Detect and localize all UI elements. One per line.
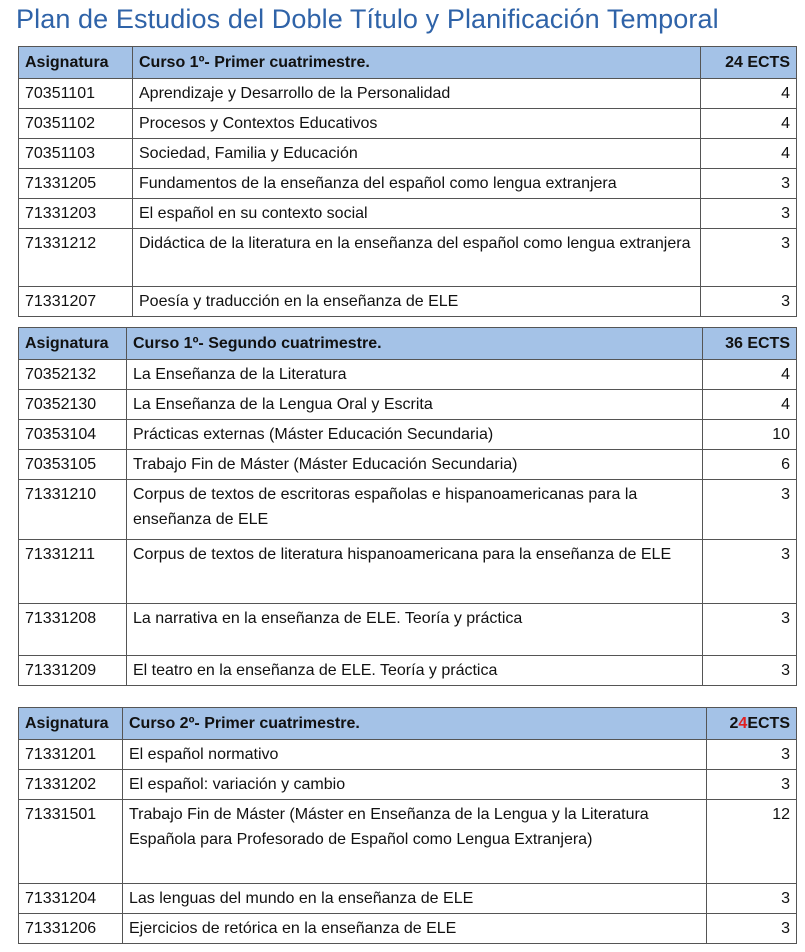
table-row — [19, 169, 797, 199]
table-row — [19, 604, 797, 656]
table-row — [19, 287, 797, 317]
ects-cell: 3 — [701, 199, 797, 229]
code-cell: 70351103 — [19, 139, 133, 169]
code-cell: 71331207 — [19, 287, 133, 317]
table-row — [19, 79, 797, 109]
header-curso: Curso 1º- Segundo cuatrimestre. — [127, 328, 703, 360]
table-row — [19, 480, 797, 540]
code-cell: 70352132 — [19, 360, 127, 390]
ects-cell: 3 — [703, 656, 797, 686]
header-ects-post: ECTS — [747, 715, 790, 732]
header-asignatura: Asignatura — [19, 708, 123, 740]
subject-cell: El teatro en la enseñanza de ELE. Teoría y práctica — [127, 656, 703, 686]
ects-cell: 4 — [701, 139, 797, 169]
subject-cell: Procesos y Contextos Educativos — [133, 109, 701, 139]
subject-cell: Corpus de textos de literatura hispanoamericana para la enseñanza de ELE — [127, 540, 703, 604]
subject-cell: El español normativo — [123, 740, 707, 770]
subject-cell: La Enseñanza de la Lengua Oral y Escrita — [127, 390, 703, 420]
ects-cell: 3 — [701, 287, 797, 317]
ects-cell: 3 — [707, 914, 797, 944]
table-row — [19, 740, 797, 770]
table-row — [19, 229, 797, 287]
code-cell: 70351102 — [19, 109, 133, 139]
subject-cell: La narrativa en la enseñanza de ELE. Teoría y práctica — [127, 604, 703, 656]
table-row — [19, 450, 797, 480]
header-curso: Curso 1º- Primer cuatrimestre. — [133, 47, 701, 79]
header-curso: Curso 2º- Primer cuatrimestre. — [123, 708, 707, 740]
ects-cell: 3 — [703, 540, 797, 604]
code-cell: 70352130 — [19, 390, 127, 420]
header-ects-pre: 2 — [729, 715, 739, 732]
table-curso1-primer — [18, 46, 797, 317]
table-curso2-primer — [18, 707, 797, 944]
code-cell: 71331212 — [19, 229, 133, 287]
code-cell: 71331210 — [19, 480, 127, 540]
table-row — [19, 199, 797, 229]
table-row — [19, 420, 797, 450]
table-row — [19, 540, 797, 604]
code-cell: 70353105 — [19, 450, 127, 480]
ects-cell: 3 — [703, 604, 797, 656]
ects-cell: 4 — [703, 390, 797, 420]
subject-cell: Trabajo Fin de Máster (Máster Educación Secundaria) — [127, 450, 703, 480]
code-cell: 71331201 — [19, 740, 123, 770]
header-asignatura: Asignatura — [19, 47, 133, 79]
subject-cell: Las lenguas del mundo en la enseñanza de ELE — [123, 884, 707, 914]
subject-cell: Aprendizaje y Desarrollo de la Personalidad — [133, 79, 701, 109]
subject-cell: Prácticas externas (Máster Educación Secundaria) — [127, 420, 703, 450]
subject-cell: Poesía y traducción en la enseñanza de ELE — [133, 287, 701, 317]
ects-cell: 6 — [703, 450, 797, 480]
header-asignatura: Asignatura — [19, 328, 127, 360]
header-ects — [707, 708, 797, 740]
subject-cell: Trabajo Fin de Máster (Máster en Enseñanza de la Lengua y la Literatura Española para Profesorado de Español como Lengua Extranjera) — [123, 800, 707, 884]
code-cell: 71331203 — [19, 199, 133, 229]
ects-cell: 3 — [707, 770, 797, 800]
code-cell: 71331501 — [19, 800, 123, 884]
page-title: Plan de Estudios del Doble Título y Planificación Temporal — [16, 4, 719, 34]
ects-cell: 3 — [701, 169, 797, 199]
subject-cell: Ejercicios de retórica en la enseñanza de ELE — [123, 914, 707, 944]
ects-cell: 4 — [703, 360, 797, 390]
code-cell: 71331209 — [19, 656, 127, 686]
subject-cell: Fundamentos de la enseñanza del español como lengua extranjera — [133, 169, 701, 199]
ects-cell: 12 — [707, 800, 797, 884]
code-cell: 71331206 — [19, 914, 123, 944]
ects-cell: 4 — [701, 79, 797, 109]
header-ects: 24 ECTS — [701, 47, 797, 79]
subject-cell: Didáctica de la literatura en la enseñanza del español como lengua extranjera — [133, 229, 701, 287]
table-row — [19, 139, 797, 169]
code-cell: 70351101 — [19, 79, 133, 109]
code-cell: 71331208 — [19, 604, 127, 656]
ects-cell: 3 — [701, 229, 797, 287]
subject-cell: El español en su contexto social — [133, 199, 701, 229]
header-ects-highlight: 4 — [738, 715, 748, 732]
table-row — [19, 390, 797, 420]
subject-cell: Sociedad, Familia y Educación — [133, 139, 701, 169]
table-row — [19, 770, 797, 800]
table-row — [19, 800, 797, 884]
code-cell: 70353104 — [19, 420, 127, 450]
subject-cell: El español: variación y cambio — [123, 770, 707, 800]
code-cell: 71331205 — [19, 169, 133, 199]
ects-cell: 3 — [707, 740, 797, 770]
table-row — [19, 914, 797, 944]
table-row — [19, 656, 797, 686]
table-row — [19, 109, 797, 139]
code-cell: 71331211 — [19, 540, 127, 604]
ects-cell: 10 — [703, 420, 797, 450]
table-curso1-segundo — [18, 327, 797, 686]
subject-cell: La Enseñanza de la Literatura — [127, 360, 703, 390]
table-row — [19, 884, 797, 914]
header-ects: 36 ECTS — [703, 328, 797, 360]
ects-cell: 3 — [703, 480, 797, 540]
ects-cell: 3 — [707, 884, 797, 914]
code-cell: 71331204 — [19, 884, 123, 914]
table-row — [19, 360, 797, 390]
subject-cell: Corpus de textos de escritoras españolas e hispanoamericanas para la enseñanza de ELE — [127, 480, 703, 540]
ects-cell: 4 — [701, 109, 797, 139]
code-cell: 71331202 — [19, 770, 123, 800]
